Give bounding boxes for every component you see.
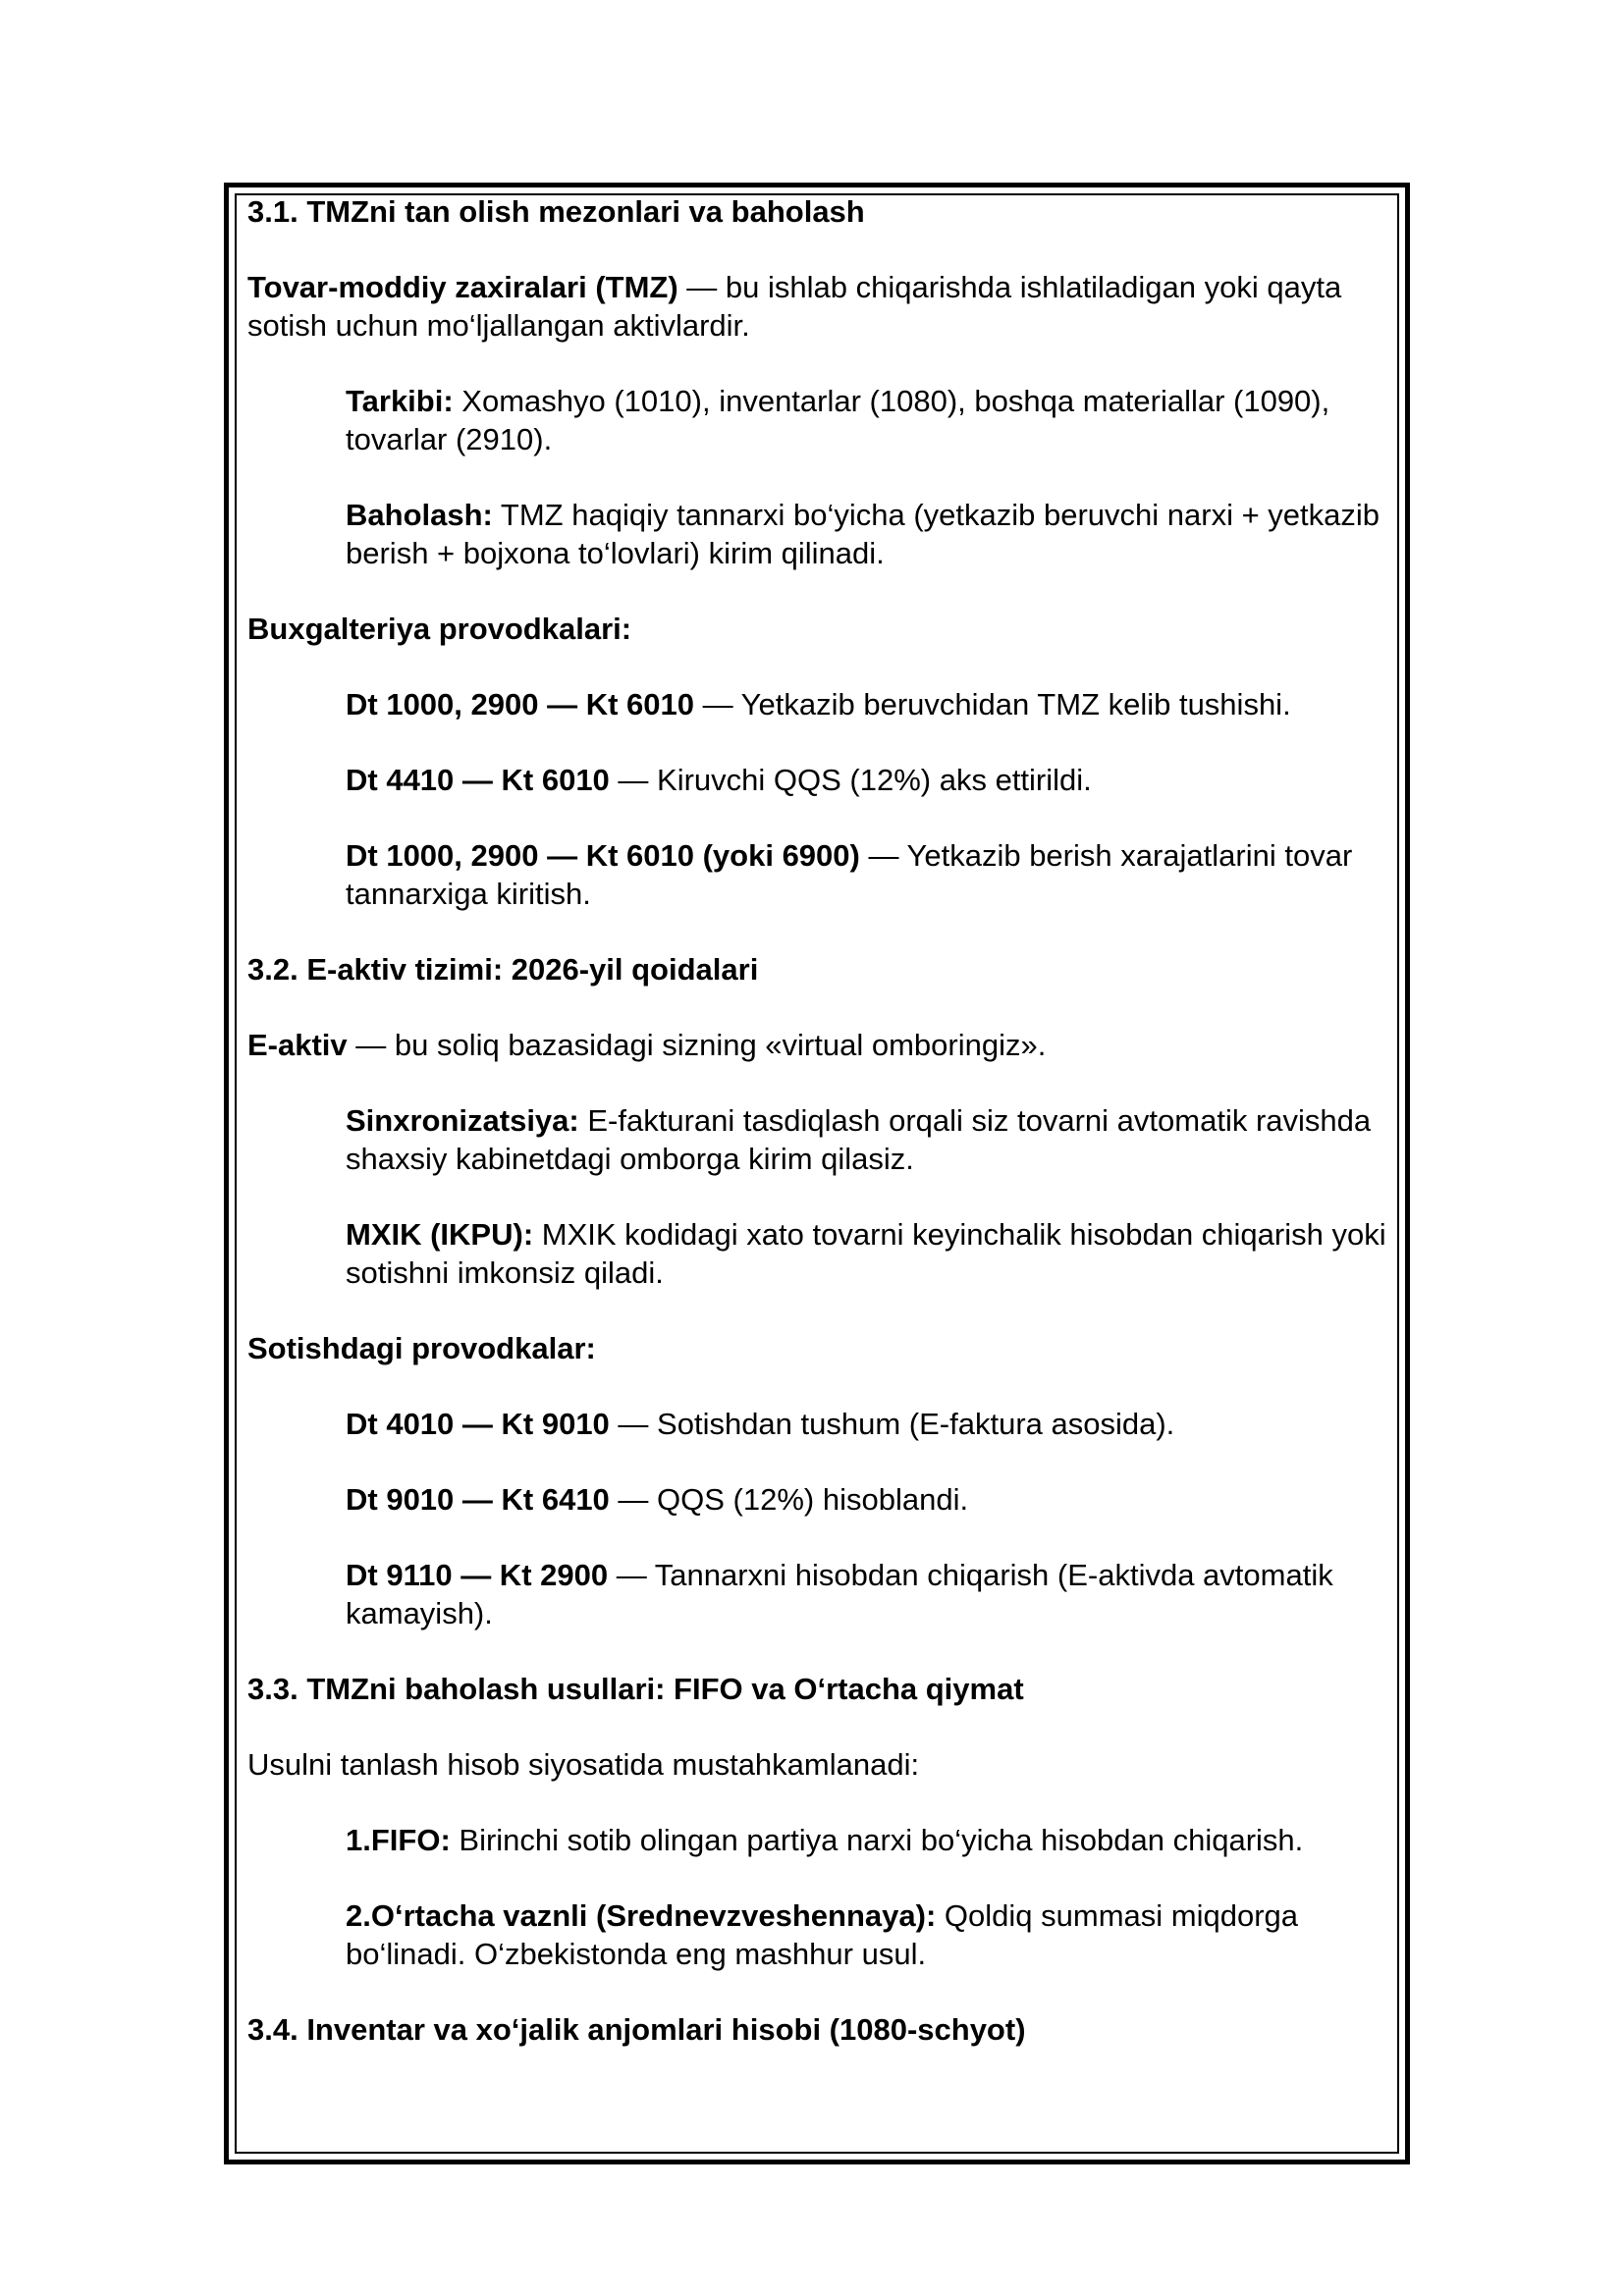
entry-text: — Yetkazib beruvchidan TMZ kelib tushishi. <box>694 687 1291 721</box>
entry-text: — Kiruvchi QQS (12%) aks ettirildi. <box>609 763 1092 797</box>
sinxronizatsiya-paragraph <box>247 1101 1396 1178</box>
term-tmz: Tovar-moddiy zaxiralari (TMZ) <box>247 270 678 304</box>
sinxronizatsiya-label: Sinxronizatsiya: <box>346 1103 579 1138</box>
entry-code: Dt 1000, 2900 — Kt 6010 (yoki 6900) <box>346 838 860 873</box>
entry-text: — Sotishdan tushum (E-faktura asosida). <box>609 1407 1175 1441</box>
intro-text: — bu ishlab chiqarishda ishlatiladigan yoki qayta sotish uchun mo‘ljallangan aktivlardir. <box>247 270 1342 343</box>
method-text: Birinchi sotib olingan partiya narxi bo‘yicha hisobdan chiqarish. <box>450 1823 1304 1857</box>
entry-text: — Yetkazib berish xarajatlarini tovar tannarxiga kiritish. <box>346 838 1353 911</box>
section-3-3-intro: Usulni tanlash hisob siyosatida mustahkamlanadi: <box>247 1747 920 1782</box>
section-3-1-title: 3.1. TMZni tan olish mezonlari va baholash <box>247 194 865 229</box>
section-3-2-title: 3.2. E-aktiv tizimi: 2026-yil qoidalari <box>247 952 759 987</box>
entry-item <box>247 836 1396 913</box>
entry-item <box>247 1405 1396 1443</box>
entry-code: Dt 9110 — Kt 2900 <box>346 1558 609 1592</box>
baholash-label: Baholash: <box>346 498 493 532</box>
sotishdagi-heading: Sotishdagi provodkalar: <box>247 1331 596 1365</box>
method-text: Qoldiq summasi miqdorga bo‘linadi. O‘zbekistonda eng mashhur usul. <box>346 1898 1298 1971</box>
term-e-aktiv: E-aktiv <box>247 1028 348 1062</box>
tarkibi-paragraph <box>247 382 1396 458</box>
tarkibi-label: Tarkibi: <box>346 384 454 418</box>
sinxronizatsiya-text: E-fakturani tasdiqlash orqali siz tovarni avtomatik ravishda shaxsiy kabinetdagi omborga kirim qilasiz. <box>346 1103 1372 1176</box>
baholash-paragraph <box>247 496 1396 572</box>
entry-text: — Tannarxni hisobdan chiqarish (E-aktivda avtomatik kamayish). <box>346 1558 1333 1630</box>
method-label: 2.O‘rtacha vaznli (Srednevzveshennaya): <box>346 1898 937 1933</box>
tarkibi-text: Xomashyo (1010), inventarlar (1080), boshqa materiallar (1090), tovarlar (2910). <box>346 384 1330 456</box>
mxik-text: MXIK kodidagi xato tovarni keyinchalik hisobdan chiqarish yoki sotishni imkonsiz qiladi. <box>346 1217 1386 1290</box>
mxik-paragraph <box>247 1215 1396 1292</box>
section-3-2-intro <box>247 1026 1396 1064</box>
document-content <box>247 192 1396 2049</box>
entry-item <box>247 761 1396 799</box>
entry-item <box>247 1556 1396 1632</box>
method-label: 1.FIFO: <box>346 1823 451 1857</box>
entry-code: Dt 9010 — Kt 6410 <box>346 1482 610 1517</box>
method-item <box>247 1896 1396 1973</box>
entry-item <box>247 685 1396 723</box>
entry-code: Dt 4410 — Kt 6010 <box>346 763 610 797</box>
entry-text: — QQS (12%) hisoblandi. <box>609 1482 969 1517</box>
intro-text: — bu soliq bazasidagi sizning «virtual omboringiz». <box>347 1028 1047 1062</box>
section-3-1-intro <box>247 268 1396 345</box>
buxgalteriya-heading: Buxgalteriya provodkalari: <box>247 612 632 646</box>
entry-code: Dt 1000, 2900 — Kt 6010 <box>346 687 694 721</box>
entry-code: Dt 4010 — Kt 9010 <box>346 1407 610 1441</box>
section-3-3-title: 3.3. TMZni baholash usullari: FIFO va O‘rtacha qiymat <box>247 1672 1024 1706</box>
section-3-4-title: 3.4. Inventar va xo‘jalik anjomlari hisobi (1080-schyot) <box>247 2012 1026 2047</box>
method-item <box>247 1821 1396 1859</box>
baholash-text: TMZ haqiqiy tannarxi bo‘yicha (yetkazib beruvchi narxi + yetkazib berish + bojxona to‘lovlari) kirim qilinadi. <box>346 498 1380 570</box>
mxik-label: MXIK (IKPU): <box>346 1217 534 1252</box>
entry-item <box>247 1480 1396 1519</box>
